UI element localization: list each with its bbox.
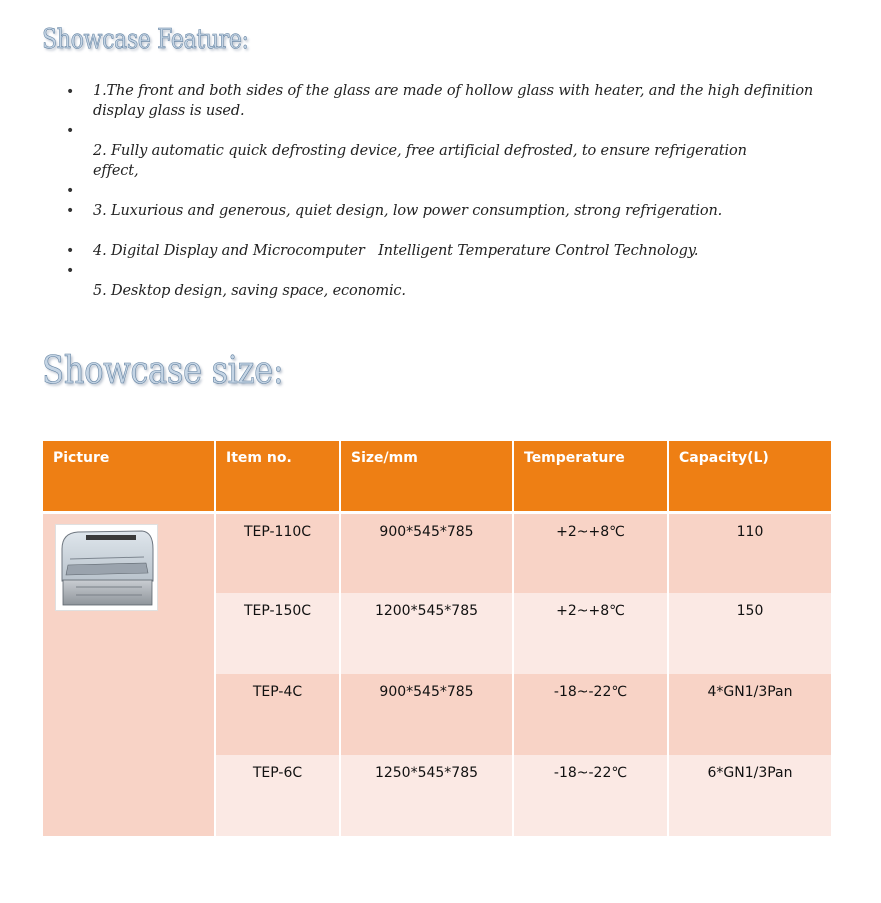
bullet-icon: •: [66, 243, 75, 259]
showcase-product-icon: [55, 524, 158, 611]
column-header-item: Item no.: [215, 441, 340, 512]
column-header-temperature: Temperature: [513, 441, 668, 512]
feature-item-2: 2. Fully automatic quick defrosting device, free artificial defrosted, to ensure refrigeration effect,: [93, 143, 747, 179]
column-header-size: Size/mm: [340, 441, 513, 512]
temperature-cell: -18~-22℃: [513, 755, 668, 836]
column-header-capacity: Capacity(L): [668, 441, 831, 512]
bullet-icon: •: [66, 84, 75, 100]
size-heading: Showcase size:: [42, 348, 284, 392]
temperature-cell: -18~-22℃: [513, 674, 668, 755]
bullet-icon: •: [66, 203, 75, 219]
capacity-cell: 150: [668, 593, 831, 674]
size-cell: 1250*545*785: [340, 755, 513, 836]
capacity-cell: 4*GN1/3Pan: [668, 674, 831, 755]
capacity-cell: 6*GN1/3Pan: [668, 755, 831, 836]
feature-item-4: 4. Digital Display and Microcomputer Intelligent Temperature Control Technology.: [93, 243, 699, 259]
item-no-cell: TEP-4C: [215, 674, 340, 755]
bullet-icon: •: [66, 183, 75, 199]
bullet-icon: •: [66, 263, 75, 279]
bullet-icon: •: [66, 123, 75, 139]
capacity-cell: 110: [668, 512, 831, 593]
feature-item-5: 5. Desktop design, saving space, economic.: [93, 283, 406, 299]
table-row: [43, 512, 831, 593]
table-header-row: [43, 441, 831, 512]
size-table: [43, 441, 831, 836]
size-cell: 900*545*785: [340, 674, 513, 755]
item-no-cell: TEP-150C: [215, 593, 340, 674]
column-header-picture: Picture: [43, 441, 215, 512]
size-cell: 1200*545*785: [340, 593, 513, 674]
feature-heading: Showcase Feature:: [42, 24, 249, 55]
temperature-cell: +2~+8℃: [513, 512, 668, 593]
item-no-cell: TEP-6C: [215, 755, 340, 836]
picture-cell: [43, 512, 215, 836]
feature-item-3: 3. Luxurious and generous, quiet design, low power consumption, strong refrigeration.: [93, 203, 723, 219]
item-no-cell: TEP-110C: [215, 512, 340, 593]
feature-item-1: 1.The front and both sides of the glass are made of hollow glass with heater, and the high definition display glass is used.: [93, 83, 814, 119]
size-cell: 900*545*785: [340, 512, 513, 593]
temperature-cell: +2~+8℃: [513, 593, 668, 674]
